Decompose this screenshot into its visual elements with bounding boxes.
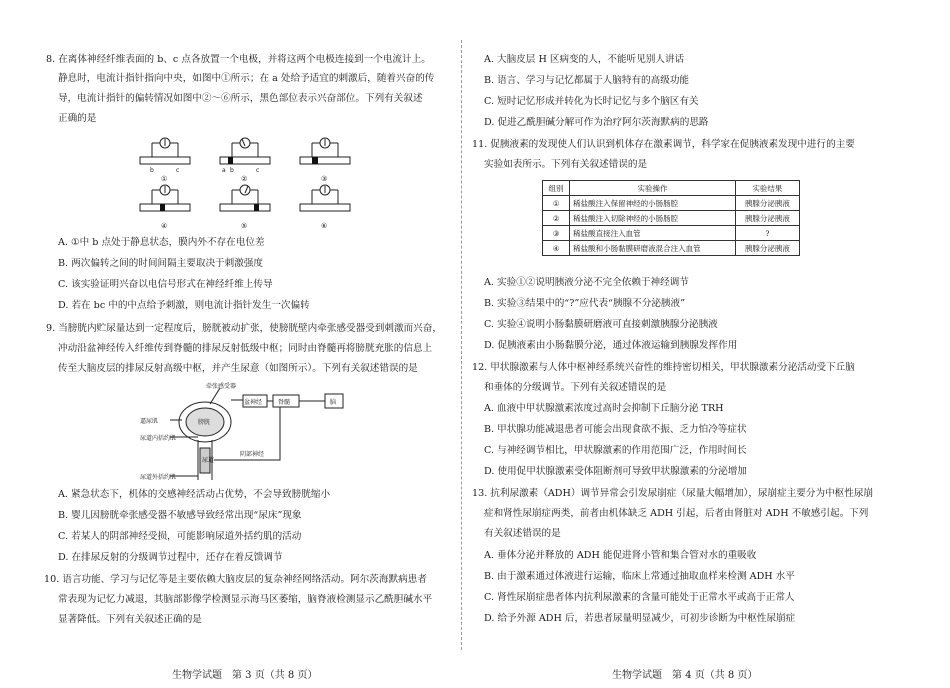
q12-option-d: D. 使用促甲状腺激素受体阻断剂可导致甲状腺激素的分泌增加	[484, 466, 747, 477]
table-cell: 胰腺分泌胰液	[735, 241, 799, 256]
q8-stem-line: 8. 在离体神经纤维表面的 b、c 点各放置一个电极，并将这两个电极连接到一个电流计上。	[46, 54, 431, 65]
q9-stem-line: 9. 当膀胱内贮尿量达到一定程度后，膀胱被动扩张，使膀胱壁内牵张感受器受到刺激而兴奋，	[46, 323, 442, 334]
table-cell: ①	[543, 196, 570, 211]
q13-stem-line: 有关叙述错误的是	[484, 528, 561, 539]
q13-stem-line: 13. 抗利尿激素（ADH）调节异常会引发尿崩症（尿量大幅增加），尿崩症主要分为中枢性尿崩	[472, 488, 874, 499]
table-header-cell: 组别	[543, 181, 570, 196]
q9-stem-line: 传至大脑皮层的排尿反射高级中枢，并产生尿意（如图所示）。下列有关叙述错误的是	[58, 363, 418, 374]
q11-option-a: A. 实验①②说明胰液分泌不完全依赖于神经调节	[484, 277, 689, 288]
q12-option-a: A. 血液中甲状腺激素浓度过高时会抑制下丘脑分泌 TRH	[484, 403, 724, 414]
table-cell: 稀盐酸注入切除神经的小肠肠腔	[570, 211, 736, 226]
q12-option-b: B. 甲状腺功能减退患者可能会出现食欲不振、乏力怕冷等症状	[484, 424, 747, 435]
table-row	[543, 241, 800, 256]
q10-stem-line: 常表现为记忆力减退，其脑部影像学检测显示海马区萎缩，脑脊液检测显示乙酰胆碱水平	[58, 594, 433, 605]
q13-stem-line: 症和肾性尿崩症两类，前者由机体缺乏 ADH 引起，后者由肾脏对 ADH 不敏感引起。下列	[484, 508, 869, 519]
q11-option-c: C. 实验④说明小肠黏膜研磨液可直接刺激胰腺分泌胰液	[484, 319, 718, 330]
q12-option-c: C. 与神经调节相比，甲状腺激素的作用范围广泛，作用时间长	[484, 445, 747, 456]
table-cell: 稀盐酸直接注入血管	[570, 226, 736, 241]
q8-option-b: B. 两次偏转之间的时间间隔主要取决于刺激强度	[58, 258, 264, 269]
table-cell: 胰腺分泌胰液	[735, 211, 799, 226]
q11-experiment-table	[542, 180, 800, 256]
table-cell: 稀盐酸注入保留神经的小肠肠腔	[570, 196, 736, 211]
table-cell: ?	[735, 226, 799, 241]
table-cell: ②	[543, 211, 570, 226]
panel-label-6: ⑥	[321, 222, 328, 230]
fig-label-spinal-cord: 脊髓	[278, 399, 291, 406]
q9-option-d: D. 在排尿反射的分级调节过程中，还存在着反馈调节	[58, 552, 283, 563]
q9-option-a: A. 紧急状态下，机体的交感神经活动占优势，不会导致膀胱缩小	[58, 489, 331, 500]
table-cell: ④	[543, 241, 570, 256]
page-footer: 生物学试题 第 4 页（共 8 页）	[612, 670, 758, 681]
q10-option-c: C. 短时记忆形成并转化为长时记忆与多个脑区有关	[484, 96, 699, 107]
q9-option-b: B. 婴儿因膀胱牵张感受器不敏感导致经常出现“尿床”现象	[58, 510, 302, 521]
fig-label-brain: 脑	[330, 399, 337, 406]
q10-stem-line: 显著降低。下列有关叙述正确的是	[58, 614, 202, 625]
q11-option-b: B. 实验③结果中的“?”应代表“胰腺不分泌胰液”	[484, 298, 686, 309]
fig-label-external-sphincter: 尿道外括约肌	[140, 474, 177, 481]
right-page	[470, 0, 950, 688]
left-page	[0, 0, 460, 688]
q8-stem-line: 正确的是	[58, 113, 97, 124]
table-row	[543, 196, 800, 211]
table-header-cell: 实验操作	[570, 181, 736, 196]
fig-label-b: b	[230, 167, 234, 174]
fig-label-pudendal-nerve: 阴部神经	[240, 451, 265, 458]
panel-label-4: ④	[161, 222, 168, 230]
table-header-cell: 实验结果	[735, 181, 799, 196]
q13-option-a: A. 垂体分泌并释放的 ADH 能促进肾小管和集合管对水的重吸收	[484, 550, 757, 561]
q8-option-a: A. ①中 b 点处于静息状态，膜内外不存在电位差	[58, 237, 265, 248]
q11-stem-line: 实验如表所示。下列有关叙述错误的是	[484, 159, 648, 170]
table-cell: ③	[543, 226, 570, 241]
q8-stem-line: 导，电流计指针的偏转情况如图中②～⑥所示，黑色部位表示兴奋部位。下列有关叙述	[58, 93, 423, 104]
page-footer: 生物学试题 第 3 页（共 8 页）	[172, 670, 318, 681]
fig-label-pelvic-nerve: 盆神经	[244, 399, 263, 406]
table-cell: 胰腺分泌胰液	[735, 196, 799, 211]
panel-label-2: ②	[241, 175, 248, 183]
q9-option-c: C. 若某人的阴部神经受损，可能影响尿道外括约肌的活动	[58, 531, 302, 542]
fig-label-internal-sphincter: 尿道内括约肌	[140, 435, 177, 442]
table-row	[543, 211, 800, 226]
table-row	[543, 226, 800, 241]
q12-stem-line: 12. 甲状腺激素与人体中枢神经系统兴奋性的维持密切相关，甲状腺激素分泌活动受下丘脑	[472, 362, 855, 373]
fig-label-c: c	[176, 167, 180, 174]
q13-option-d: D. 给予外源 ADH 后，若患者尿量明显减少，可初步诊断为中枢性尿崩症	[484, 613, 796, 624]
fig-label-b: b	[150, 167, 154, 174]
column-divider	[461, 40, 462, 650]
fig-label-urethra: 尿道	[202, 457, 215, 464]
q9-stem-line: 冲动沿盆神经传入纤维传到脊髓的排尿反射低级中枢；同时由脊髓再将膀胱充胀的信息上	[58, 343, 433, 354]
q8-nerve-fiber-figure	[130, 132, 370, 234]
fig-label-c: c	[256, 167, 260, 174]
q10-option-d: D. 促进乙酰胆碱分解可作为治疗阿尔茨海默病的思路	[484, 117, 709, 128]
q8-stem-line: 静息时，电流计指针指向中央，如图中①所示；在 a 处给予适宜的刺激后，随着兴奋的传	[58, 73, 435, 84]
q10-option-b: B. 语言、学习与记忆都属于人脑特有的高级功能	[484, 75, 690, 86]
panel-label-3: ③	[321, 175, 328, 183]
fig-label-stretch-receptor: 牵张感受器	[206, 383, 237, 390]
q11-option-d: D. 促胰液素由小肠黏膜分泌，通过体液运输到胰腺发挥作用	[484, 340, 738, 351]
q12-stem-line: 和垂体的分级调节。下列有关叙述错误的是	[484, 382, 667, 393]
fig-label-a: a	[222, 167, 226, 174]
q9-micturition-reflex-figure	[140, 380, 370, 482]
q10-option-a: A. 大脑皮层 H 区病变的人，不能听见别人讲话	[484, 54, 685, 65]
q13-option-b: B. 由于激素通过体液进行运输，临床上常通过抽取血样来检测 ADH 水平	[484, 571, 795, 582]
q8-option-c: C. 该实验证明兴奋以电信号形式在神经纤维上传导	[58, 279, 273, 290]
fig-label-bladder: 膀胱	[198, 419, 211, 426]
q13-option-c: C. 肾性尿崩症患者体内抗利尿激素的含量可能处于正常水平或高于正常人	[484, 592, 795, 603]
q10-stem-line: 10. 语言功能、学习与记忆等是主要依赖大脑皮层的复杂神经网络活动。阿尔茨海默病患者	[44, 574, 427, 585]
table-header-row	[543, 181, 800, 196]
fig-label-detrusor: 逼尿肌	[140, 418, 159, 425]
q8-option-d: D. 若在 bc 中的中点给予刺激，则电流计指针发生一次偏转	[58, 300, 310, 311]
table-cell: 稀盐酸和小肠黏膜研磨液混合注入血管	[570, 241, 736, 256]
panel-label-5: ⑤	[241, 222, 248, 230]
q11-stem-line: 11. 促胰液素的发现使人们认识到机体存在激素调节，科学家在促胰液素发现中进行的主要	[472, 139, 855, 150]
panel-label-1: ①	[161, 175, 168, 183]
